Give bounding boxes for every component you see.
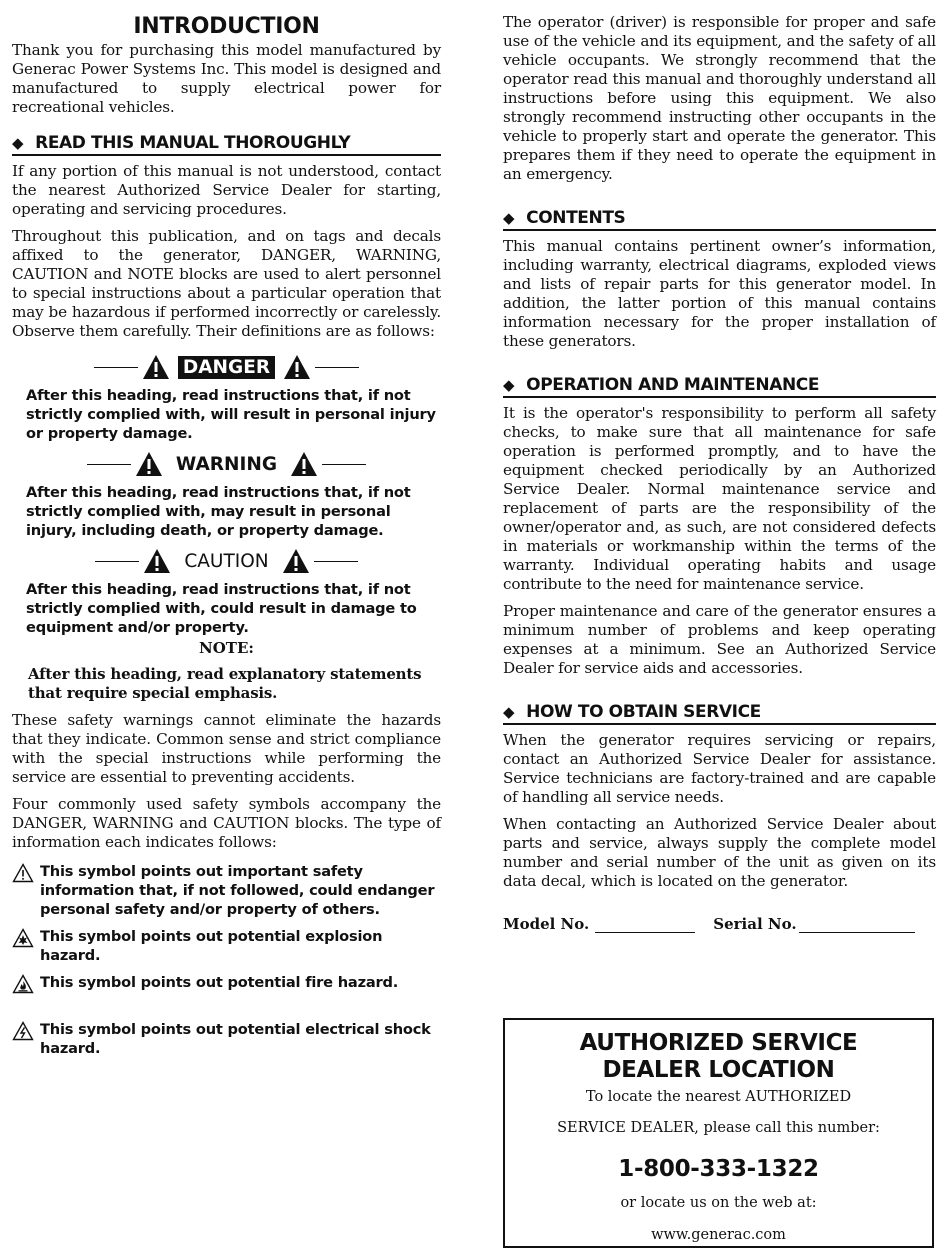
intro-paragraph: Thank you for purchasing this model manufactured by Generac Power Systems Inc. This model is designed and manufactured to supply electrical power for recreational vehicles.: [12, 41, 441, 116]
symbol-text: This symbol points out potential electrical shock hazard.: [40, 1021, 431, 1057]
service-paragraph-1: When the generator requires servicing or repairs, contact an Authorized Service Dealer for assistance. Service technicians are factory-trained and are capable of handling all service needs.: [503, 731, 936, 806]
explosion-hazard-icon: [12, 928, 34, 948]
warning-signal-header: [12, 451, 441, 477]
warning-triangle-icon: [135, 451, 163, 477]
electrical-shock-icon: [12, 1021, 34, 1041]
dealer-phone-number[interactable]: 1-800-333-1322: [618, 1156, 819, 1182]
section-heading-service: [503, 702, 936, 725]
diamond-bullet-icon: ◆: [503, 209, 515, 227]
danger-signal-header: [12, 354, 441, 380]
divider: [87, 464, 131, 465]
model-number-field[interactable]: [595, 918, 695, 933]
diamond-bullet-icon: ◆: [503, 703, 515, 721]
caution-triangle-icon: [282, 548, 310, 574]
diamond-bullet-icon: ◆: [503, 376, 515, 394]
danger-label: DANGER: [178, 356, 275, 379]
note-description: After this heading, read explanatory statements that require special emphasis.: [28, 665, 422, 702]
symbol-item: [12, 1020, 441, 1058]
serial-number-field[interactable]: [799, 918, 915, 933]
section-heading-text: READ THIS MANUAL THOROUGHLY: [35, 133, 351, 153]
safety-paragraph-2: Four commonly used safety symbols accompany the DANGER, WARNING and CAUTION blocks. The type of information each indicates follows:: [12, 795, 441, 851]
warning-triangle-icon: [290, 451, 318, 477]
service-paragraph-2: When contacting an Authorized Service Dealer about parts and service, always supply the complete model number and serial number of the unit as given on its data decal, which is located on the generator.: [503, 815, 936, 890]
page-title: INTRODUCTION: [133, 14, 320, 39]
caution-signal-header: [12, 548, 441, 574]
symbol-text: This symbol points out important safety information that, if not followed, could endanger personal safety and/or property of others.: [40, 863, 435, 918]
caution-triangle-icon: [143, 548, 171, 574]
danger-description: After this heading, read instructions that, if not strictly complied with, will result in personal injury or property damage.: [26, 387, 436, 442]
model-serial-fields: [503, 915, 936, 933]
right-column: [503, 13, 936, 933]
general-hazard-icon: [12, 863, 34, 883]
section-heading-text: OPERATION AND MAINTENANCE: [526, 375, 820, 395]
safety-paragraph-1: These safety warnings cannot eliminate the hazards that they indicate. Common sense and strict compliance with the special instructions while performing the service are essential to preventing accidents.: [12, 711, 441, 786]
left-column: [12, 10, 441, 1058]
dealer-box-title-line-2: DEALER LOCATION: [602, 1057, 835, 1083]
symbol-item: [12, 973, 441, 994]
warning-triangle-icon: [283, 354, 311, 380]
note-label: NOTE:: [199, 639, 254, 657]
divider: [95, 561, 139, 562]
symbol-item: [12, 862, 441, 919]
dealer-box-title-line-1: AUTHORIZED SERVICE: [579, 1030, 858, 1056]
read-manual-paragraph-2: Throughout this publication, and on tags and decals affixed to the generator, DANGER, WARNING, CAUTION and NOTE blocks are used to alert personnel to special instructions about a particular operation that may be hazardous if performed incorrectly or carelessly. Observe them carefully. Their definitions are as follows:: [12, 227, 441, 340]
symbol-list: [12, 862, 441, 1058]
symbol-text: This symbol points out potential fire hazard.: [40, 974, 399, 991]
diamond-bullet-icon: ◆: [12, 134, 24, 152]
section-heading-read-manual: [12, 133, 441, 156]
divider: [314, 561, 358, 562]
dealer-website-link[interactable]: www.generac.com: [651, 1227, 786, 1243]
model-number-label: Model No.: [503, 915, 590, 933]
caution-label: CAUTION: [184, 550, 269, 572]
operator-paragraph: The operator (driver) is responsible for proper and safe use of the vehicle and its equipment, and the safety of all vehicle occupants. We strongly recommend that the operator read this manual and thoroughly understand all instructions before using this equipment. We also strongly recommend instructing other occupants in the vehicle to properly start and operate the generator. This prepares them if they need to operate the equipment in an emergency.: [503, 13, 936, 183]
serial-number-label: Serial No.: [713, 915, 797, 933]
operation-paragraph-2: Proper maintenance and care of the generator ensures a minimum number of problems and keep operating expenses at a minimum. See an Authorized Service Dealer for service aids and accessories.: [503, 602, 936, 677]
dealer-box-text-3: or locate us on the web at:: [620, 1195, 817, 1211]
read-manual-paragraph-1: If any portion of this manual is not understood, contact the nearest Authorized Service Dealer for starting, operating and servicing procedures.: [12, 162, 441, 218]
symbol-item: [12, 927, 441, 965]
section-heading-text: CONTENTS: [526, 208, 626, 228]
warning-label: WARNING: [175, 453, 278, 475]
caution-description: After this heading, read instructions that, if not strictly complied with, could result in damage to equipment and/or property.: [26, 581, 417, 636]
dealer-location-box: [503, 1018, 934, 1248]
operation-paragraph-1: It is the operator's responsibility to perform all safety checks, to make sure that all maintenance for safe operation is performed promptly, and to have the equipment checked periodically by an Authorized Service Dealer. Normal maintenance service and replacement of parts are the responsibility of the owner/operator and, as such, are not considered defects in materials or workmanship within the terms of the warranty. Individual operating habits and usage contribute to the need for maintenance service.: [503, 404, 936, 593]
dealer-box-text-2: SERVICE DEALER, please call this number:: [557, 1120, 880, 1136]
symbol-text: This symbol points out potential explosion hazard.: [40, 928, 383, 964]
section-heading-text: HOW TO OBTAIN SERVICE: [526, 702, 761, 722]
divider: [315, 367, 359, 368]
warning-description: After this heading, read instructions that, if not strictly complied with, may result in personal injury, including death, or property damage.: [26, 484, 411, 539]
warning-triangle-icon: [142, 354, 170, 380]
section-heading-operation: [503, 375, 936, 398]
contents-paragraph: This manual contains pertinent owner’s information, including warranty, electrical diagrams, exploded views and lists of repair parts for this generator model. In addition, the latter portion of this manual contains information necessary for the proper installation of these generators.: [503, 237, 936, 350]
section-heading-contents: [503, 208, 936, 231]
divider: [94, 367, 138, 368]
divider: [322, 464, 366, 465]
dealer-box-text-1: To locate the nearest AUTHORIZED: [585, 1089, 852, 1105]
fire-hazard-icon: [12, 974, 34, 994]
